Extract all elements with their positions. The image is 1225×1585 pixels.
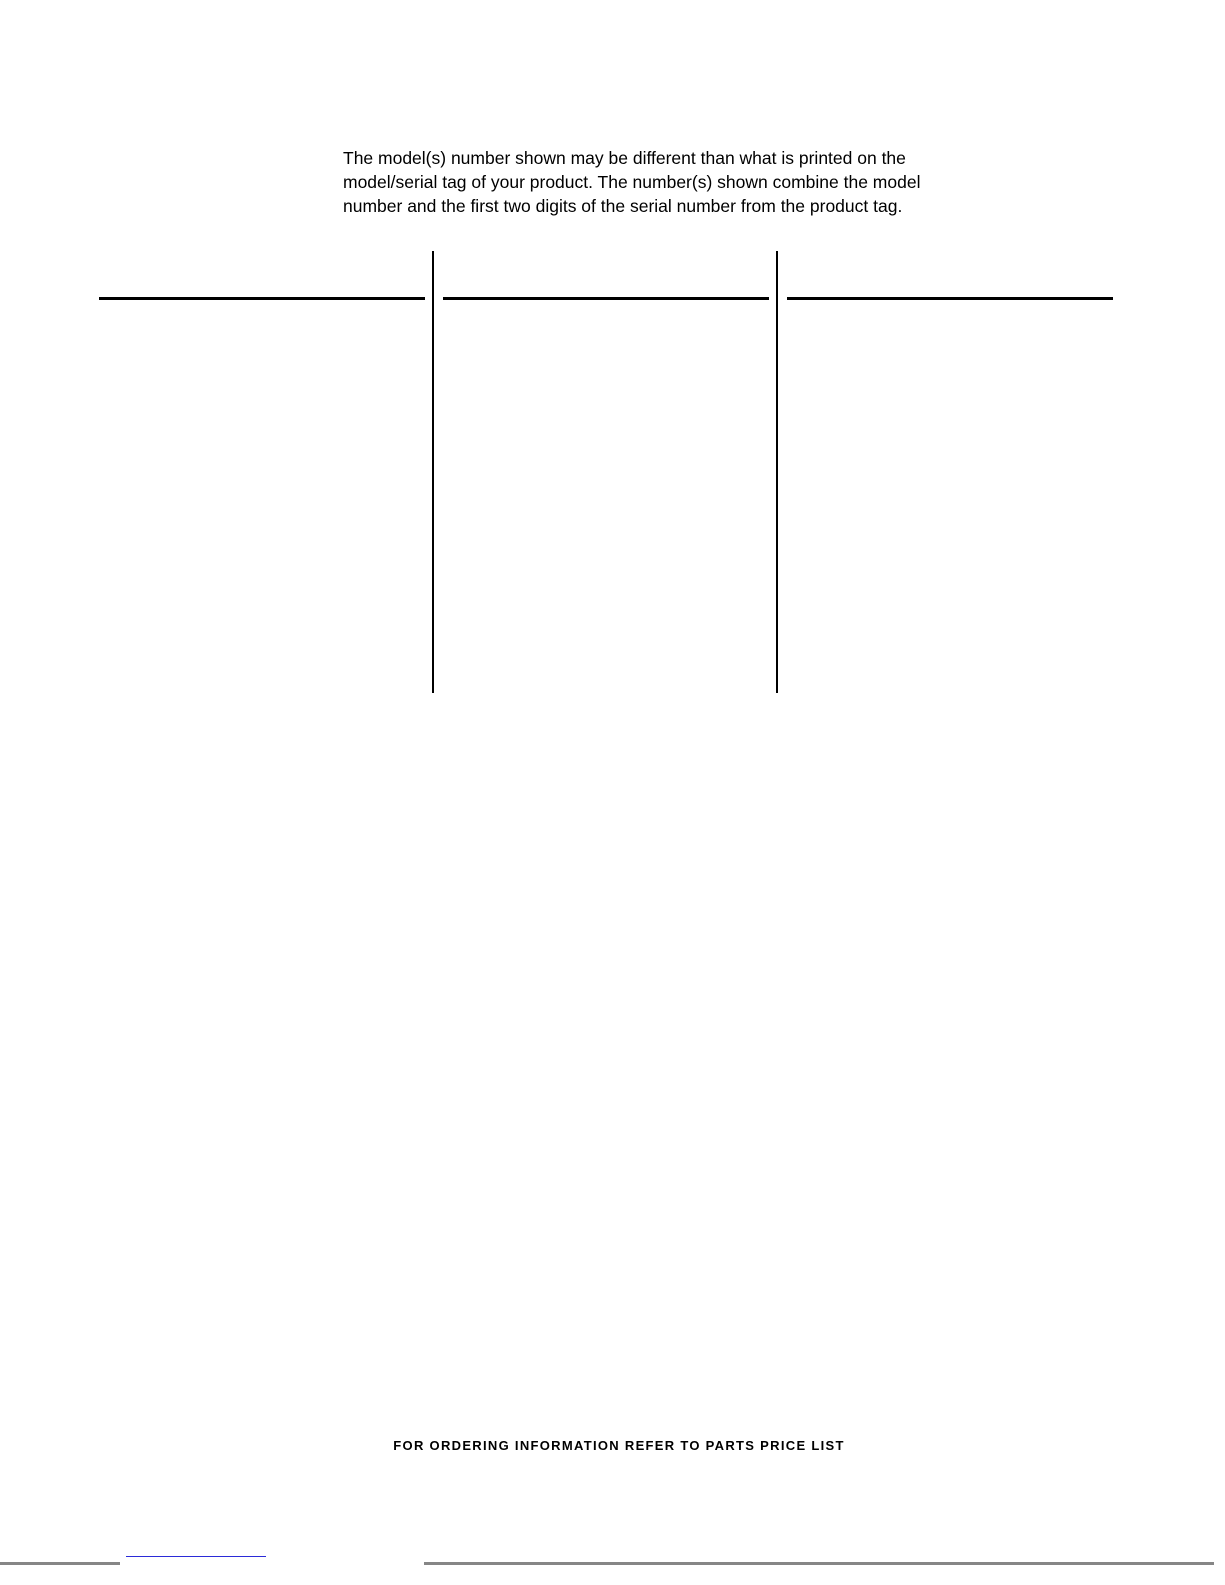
bottom-scan-strip-right [424, 1562, 1214, 1565]
column-divider-1 [432, 251, 434, 693]
notice-line-3: number and the first two digits of the serial number from the product tag. [343, 196, 903, 216]
column-1-header-rule [99, 297, 425, 300]
ordering-info-footer: FOR ORDERING INFORMATION REFER TO PARTS PRICE LIST [393, 1438, 845, 1453]
notice-line-2: model/serial tag of your product. The number(s) shown combine the model [343, 172, 921, 192]
column-3-header-rule [787, 297, 1113, 300]
column-2-header-rule [443, 297, 769, 300]
model-number-notice [343, 146, 983, 218]
notice-line-1: The model(s) number shown may be different than what is printed on the [343, 148, 906, 168]
bottom-scan-strip-left [0, 1562, 120, 1565]
column-divider-2 [776, 251, 778, 693]
bottom-link-underline [126, 1556, 266, 1557]
